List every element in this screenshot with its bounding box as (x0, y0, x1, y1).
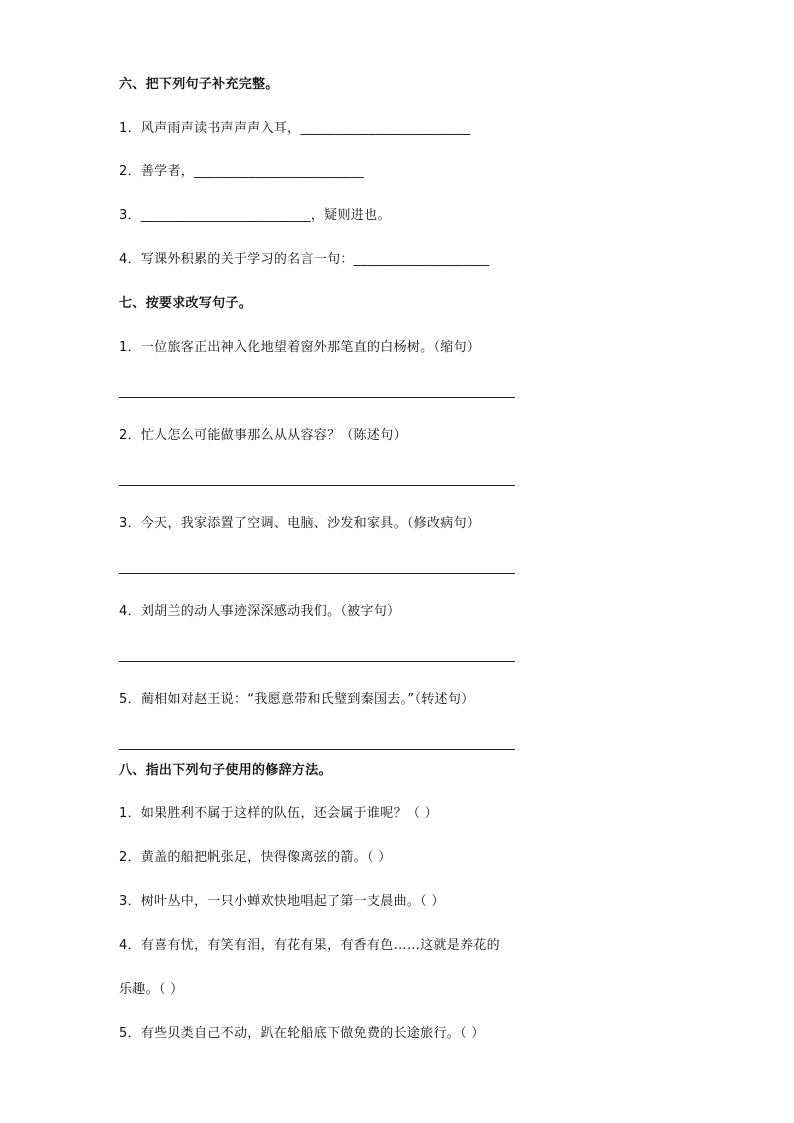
section-6-item-3: 3．_________________________，疑则进也。 (119, 208, 391, 223)
section-8-item-2: 2．黄盖的船把帆张足，快得像离弦的箭。（ ） (119, 850, 392, 865)
section-8-item-4-cont: 乐趣。（ ） (119, 982, 184, 997)
section-7-item-5: 5．蔺相如对赵王说：“我愿意带和氏璧到秦国去。”（转述句） (119, 692, 475, 707)
section-8-item-1: 1．如果胜利不属于这样的队伍，还会属于谁呢？（ ） (119, 806, 438, 821)
answer-line[interactable] (119, 485, 515, 486)
section-8-item-5: 5．有些贝类自己不动，趴在轮船底下做免费的长途旅行。（ ） (119, 1026, 485, 1041)
section-6-item-1: 1．风声雨声读书声声声入耳，_________________________ (119, 121, 471, 136)
section-8-heading: 八、指出下列句子使用的修辞方法。 (119, 763, 332, 778)
answer-line[interactable] (119, 661, 515, 662)
answer-line[interactable] (119, 573, 515, 574)
section-7-item-2: 2．忙人怎么可能做事那么从从容容？（陈述句） (119, 428, 407, 443)
section-7-item-1: 1．一位旅客正出神入化地望着窗外那笔直的白杨树。（缩句） (119, 340, 481, 355)
answer-line[interactable] (119, 749, 515, 750)
section-7-heading: 七、按要求改写句子。 (119, 296, 253, 311)
section-6-heading: 六、把下列句子补充完整。 (119, 77, 279, 92)
section-7-item-4: 4．刘胡兰的动人事迹深深感动我们。（被字句） (119, 604, 401, 619)
answer-line[interactable] (119, 397, 515, 398)
section-8-item-4: 4．有喜有忧，有笑有泪，有花有果，有香有色……这就是养花的 (119, 938, 500, 953)
section-6-item-2: 2．善学者，_________________________ (119, 164, 365, 179)
section-6-item-4: 4．写课外积累的关于学习的名言一句：____________________ (119, 252, 490, 267)
section-7-item-3: 3．今天，我家添置了空调、电脑、沙发和家具。（修改病句） (119, 516, 481, 531)
section-8-item-3: 3．树叶丛中，一只小蝉欢快地唱起了第一支晨曲。（ ） (119, 894, 445, 909)
